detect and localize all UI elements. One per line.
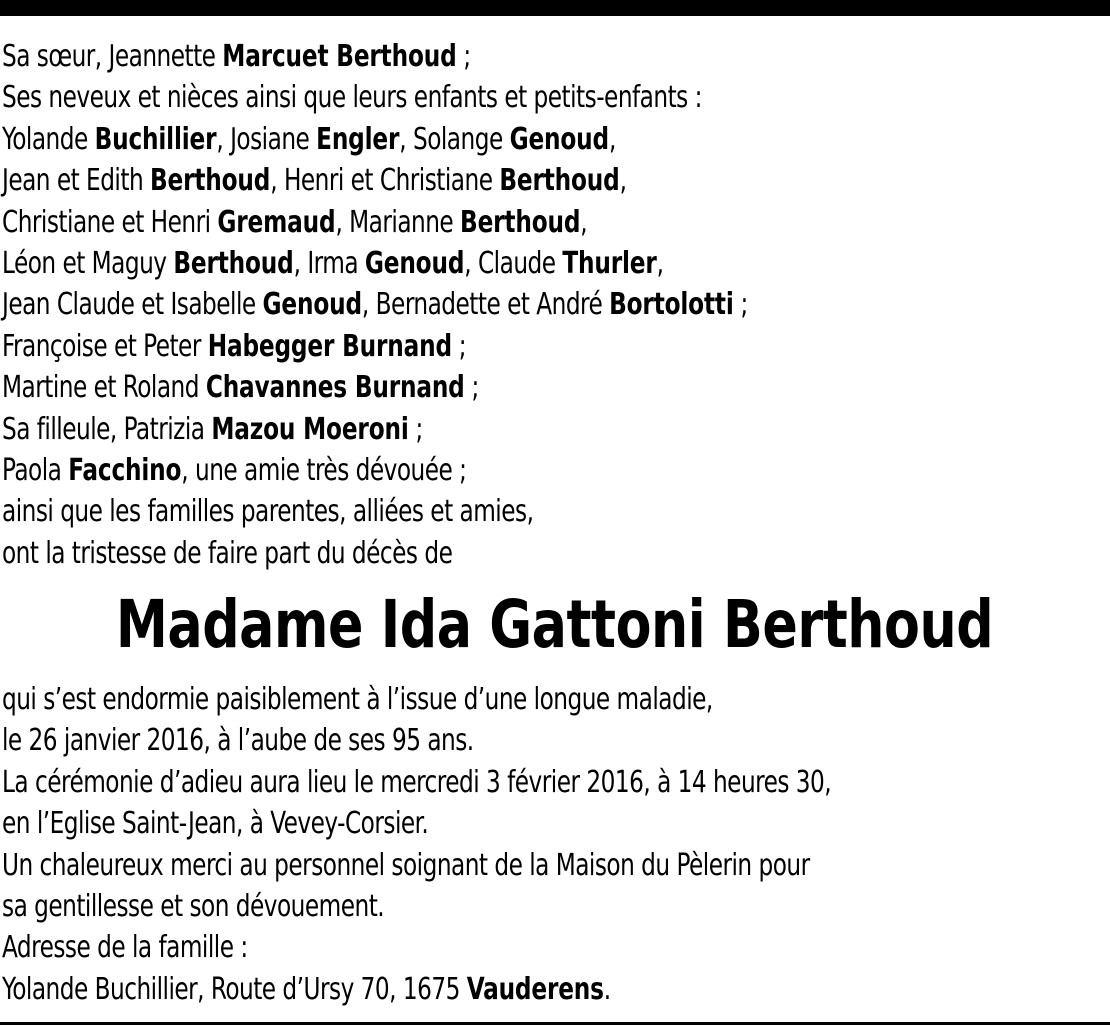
surname-text: Buchillier — [94, 121, 217, 157]
text-run: , une amie très dévouée ; — [181, 452, 467, 488]
top-border-rule — [0, 0, 1110, 16]
text-run: Martine et Roland — [2, 370, 206, 406]
text-line — [2, 450, 748, 491]
text-line — [2, 160, 748, 201]
surname-text: Berthoud — [150, 163, 271, 199]
text-run: , Irma — [293, 245, 365, 281]
surname-text: Habegger Burnand — [207, 328, 452, 364]
surname-text: Thurler — [562, 245, 657, 281]
surname-text: Vauderens — [466, 971, 604, 1007]
text-line — [2, 803, 831, 844]
text-line — [2, 326, 748, 367]
text-run: Françoise et Peter — [2, 328, 208, 364]
surname-text: Facchino — [68, 452, 182, 488]
surname-text: Marcuet Berthoud — [222, 39, 457, 74]
surname-text: Engler — [316, 121, 400, 157]
text-run: , Josiane — [216, 121, 317, 157]
text-line — [2, 927, 831, 968]
text-run: ainsi que les familles parentes, alliées et amies, — [2, 494, 534, 530]
text-run: , Solange — [399, 121, 510, 157]
surname-text: Genoud — [262, 287, 362, 323]
surname-text: Genoud — [509, 121, 609, 157]
text-run: ; — [408, 411, 423, 447]
text-run: ont la tristesse de faire part du décès de — [2, 535, 453, 571]
surname-text: Mazou Moeroni — [211, 411, 409, 447]
text-run: , — [619, 163, 627, 199]
text-run: le 26 janvier 2016, à l’aube de ses 95 ans. — [2, 723, 474, 759]
text-line — [2, 533, 748, 574]
text-line — [2, 679, 831, 720]
text-line — [2, 762, 831, 803]
text-run: Ses neveux et nièces ainsi que leurs enfants et petits-enfants : — [2, 80, 702, 116]
text-run: , Marianne — [335, 204, 461, 240]
text-run: , Henri et Christiane — [270, 163, 500, 199]
text-line — [2, 845, 831, 886]
text-line — [2, 77, 748, 118]
text-run: en l’Eglise Saint-Jean, à Vevey-Corsier. — [2, 806, 429, 842]
text-run: La cérémonie d’adieu aura lieu le mercredi 3 février 2016, à 14 heures 30, — [2, 764, 832, 800]
text-run: Christiane et Henri — [2, 204, 218, 240]
text-run: Sa filleule, Patrizia — [2, 411, 212, 447]
ceremony-details-text — [2, 679, 831, 1010]
text-line — [2, 886, 831, 927]
text-line — [2, 243, 748, 284]
text-line — [2, 969, 831, 1010]
text-run: ; — [733, 287, 748, 323]
text-run: , — [608, 121, 616, 157]
text-run: qui s’est endormie paisiblement à l’issue d’une longue maladie, — [2, 682, 713, 717]
text-run: ; — [456, 39, 471, 74]
text-line — [2, 202, 748, 243]
text-line — [2, 119, 748, 160]
text-run: Yolande Buchillier, Route d’Ursy 70, 1675 — [2, 971, 467, 1007]
text-run: Paola — [2, 452, 69, 488]
surname-text: Bortolotti — [609, 287, 734, 323]
text-run: ; — [464, 370, 479, 406]
text-run: , — [656, 245, 664, 281]
deceased-name-text: Madame Ida Gattoni Berthoud — [116, 586, 994, 663]
text-run: ; — [451, 328, 467, 364]
text-line — [2, 36, 748, 77]
surname-text: Chavannes Burnand — [205, 370, 465, 406]
text-line — [2, 409, 748, 450]
bottom-border-rule — [0, 1022, 1110, 1025]
surname-text: Gremaud — [217, 204, 336, 240]
text-run: , Bernadette et André — [361, 287, 610, 323]
text-line — [2, 284, 748, 325]
text-run: sa gentillesse et son dévouement. — [2, 888, 385, 924]
family-announcement-text — [2, 36, 748, 574]
text-run: Un chaleureux merci au personnel soignant de la Maison du Pèlerin pour — [2, 847, 810, 883]
text-run: , — [580, 204, 588, 240]
text-line — [2, 367, 748, 408]
text-run: Léon et Maguy — [2, 245, 174, 281]
text-run: . — [603, 971, 611, 1007]
text-line — [2, 491, 748, 532]
surname-text: Berthoud — [499, 163, 620, 199]
deceased-name-heading — [0, 585, 1110, 665]
text-run: , Claude — [464, 245, 563, 281]
text-run: Jean et Edith — [2, 163, 151, 199]
text-run: Yolande — [2, 121, 95, 157]
text-line — [2, 720, 831, 761]
surname-text: Berthoud — [173, 245, 294, 281]
text-run: Adresse de la famille : — [2, 930, 248, 966]
text-run: Sa sœur, Jeannette — [2, 39, 223, 74]
surname-text: Berthoud — [460, 204, 581, 240]
surname-text: Genoud — [364, 245, 465, 281]
text-run: Jean Claude et Isabelle — [2, 287, 263, 323]
